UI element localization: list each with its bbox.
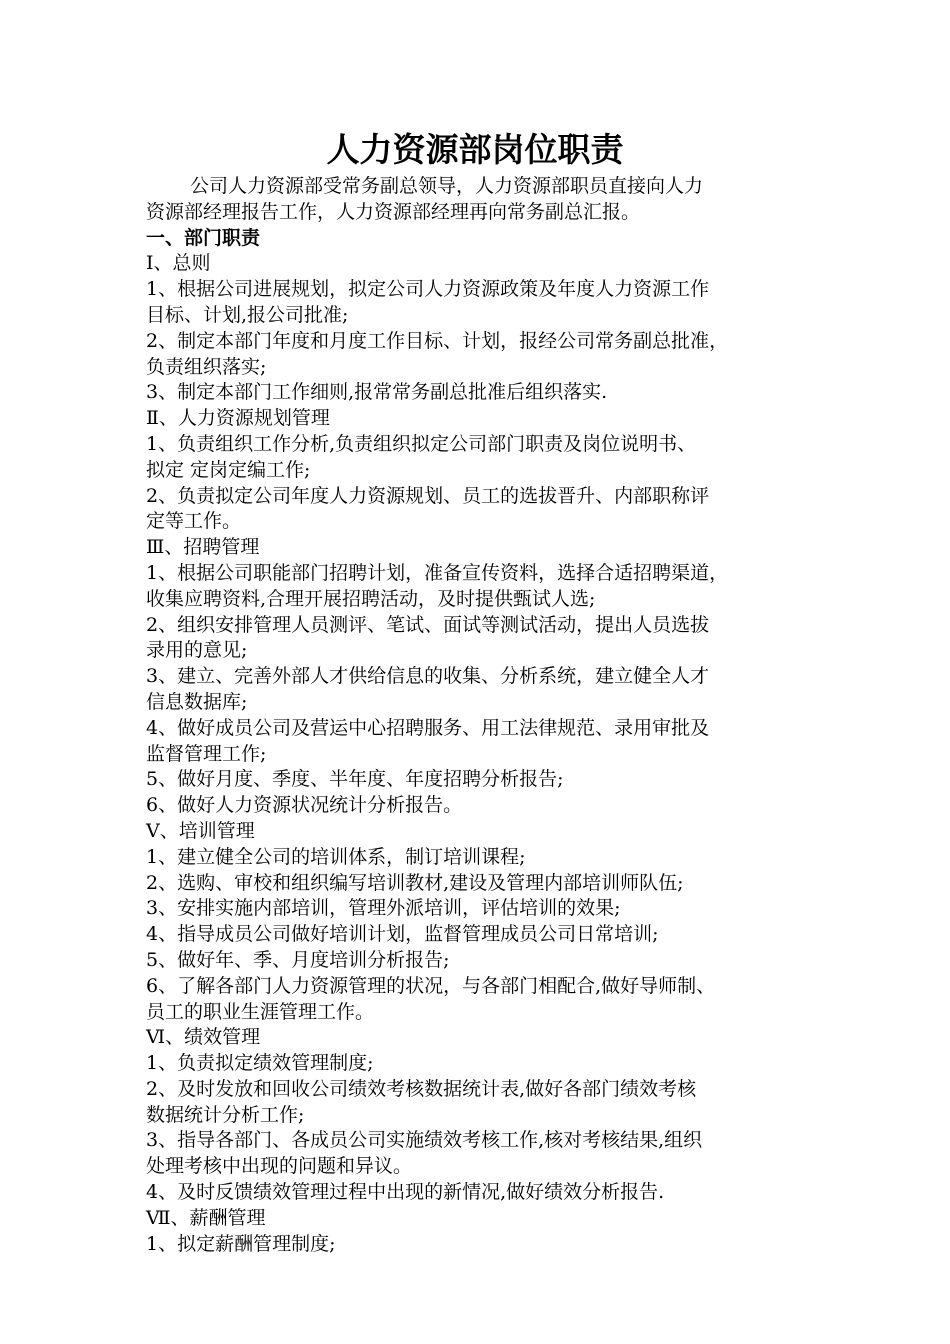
- text-line: 目标、计划,报公司批准;: [146, 303, 349, 326]
- text-line: 3、制定本部门工作细则,报常常务副总批准后组织落实.: [146, 381, 608, 404]
- text-line: 1、负责组织工作分析,负责组织拟定公司部门职责及岗位说明书、: [146, 432, 697, 455]
- text-line: 4、及时反馈绩效管理过程中出现的新情况,做好绩效分析报告.: [146, 1181, 665, 1204]
- text-line: Ⅱ、人力资源规划管理: [146, 407, 330, 430]
- text-line: 5、做好年、季、月度培训分析报告;: [146, 948, 450, 971]
- text-line: 收集应聘资料,合理开展招聘活动，及时提供甄试人选;: [146, 587, 596, 610]
- text-line: 公司人力资源部受常务副总领导，人力资源部职员直接向人力: [190, 175, 704, 197]
- text-line: 3、指导各部门、各成员公司实施绩效考核工作,核对考核结果,组织: [146, 1129, 703, 1152]
- text-line: Ⅵ、绩效管理: [146, 1026, 261, 1049]
- text-line: 1、建立健全公司的培训体系，制订培训课程;: [146, 845, 526, 868]
- text-line: 4、做好成员公司及营运中心招聘服务、用工法律规范、录用审批及: [146, 716, 710, 739]
- text-line: 2、及时发放和回收公司绩效考核数据统计表,做好各部门绩效考核: [146, 1077, 697, 1100]
- text-line: 2、负责拟定公司年度人力资源规划、员工的选拔晋升、内部职称评: [146, 484, 710, 507]
- text-line: Ⅶ、薪酬管理: [146, 1206, 266, 1229]
- text-line: Ⅲ、招聘管理: [146, 536, 260, 559]
- text-line: 4、指导成员公司做好培训计划，监督管理成员公司日常培训;: [146, 923, 659, 946]
- text-line: 1、根据公司进展规划，拟定公司人力资源政策及年度人力资源工作: [146, 278, 710, 301]
- text-line: 资源部经理报告工作，人力资源部经理再向常务副总汇报。: [146, 200, 641, 223]
- text-line: 6、了解各部门人力资源管理的状况，与各部门相配合,做好导师制、: [146, 974, 716, 997]
- text-line: 录用的意见;: [146, 639, 248, 662]
- text-line: 1、根据公司职能部门招聘计划，准备宣传资料，选择合适招聘渠道，: [146, 561, 729, 584]
- text-line: 监督管理工作;: [146, 742, 267, 765]
- text-line: Ⅰ、总则: [146, 252, 211, 275]
- text-line: 2、组织安排管理人员测评、笔试、面试等测试活动，提出人员选拔: [146, 613, 710, 636]
- text-line: 2、选购、审校和组织编写培训教材,建设及管理内部培训师队伍;: [146, 871, 684, 894]
- section-heading: 一、部门职责: [146, 226, 261, 249]
- text-line: 6、做好人力资源状况统计分析报告。: [146, 794, 463, 817]
- text-line: 1、负责拟定绩效管理制度;: [146, 1052, 374, 1075]
- text-line: 数据统计分析工作;: [146, 1103, 305, 1126]
- text-line: 拟定 定岗定编工作;: [146, 458, 311, 481]
- text-line: 处理考核中出现的问题和异议。: [146, 1155, 413, 1178]
- text-line: 负责组织落实;: [146, 355, 267, 378]
- text-line: 2、制定本部门年度和月度工作目标、计划，报经公司常务副总批准，: [146, 329, 729, 352]
- page-title: 人力资源部岗位职责: [326, 130, 624, 169]
- text-line: 信息数据库;: [146, 690, 248, 713]
- text-line: 员工的职业生涯管理工作。: [146, 1000, 375, 1023]
- text-line: 定等工作。: [146, 510, 242, 533]
- text-line: 3、安排实施内部培训，管理外派培训，评估培训的效果;: [146, 897, 621, 920]
- document-body: [146, 174, 836, 1257]
- text-line: 5、做好月度、季度、半年度、年度招聘分析报告;: [146, 768, 564, 791]
- text-line: 3、建立、完善外部人才供给信息的收集、分析系统，建立健全人才: [146, 665, 710, 688]
- text-line: 1、拟定薪酬管理制度;: [146, 1232, 336, 1255]
- text-line: Ⅴ、培训管理: [146, 819, 255, 842]
